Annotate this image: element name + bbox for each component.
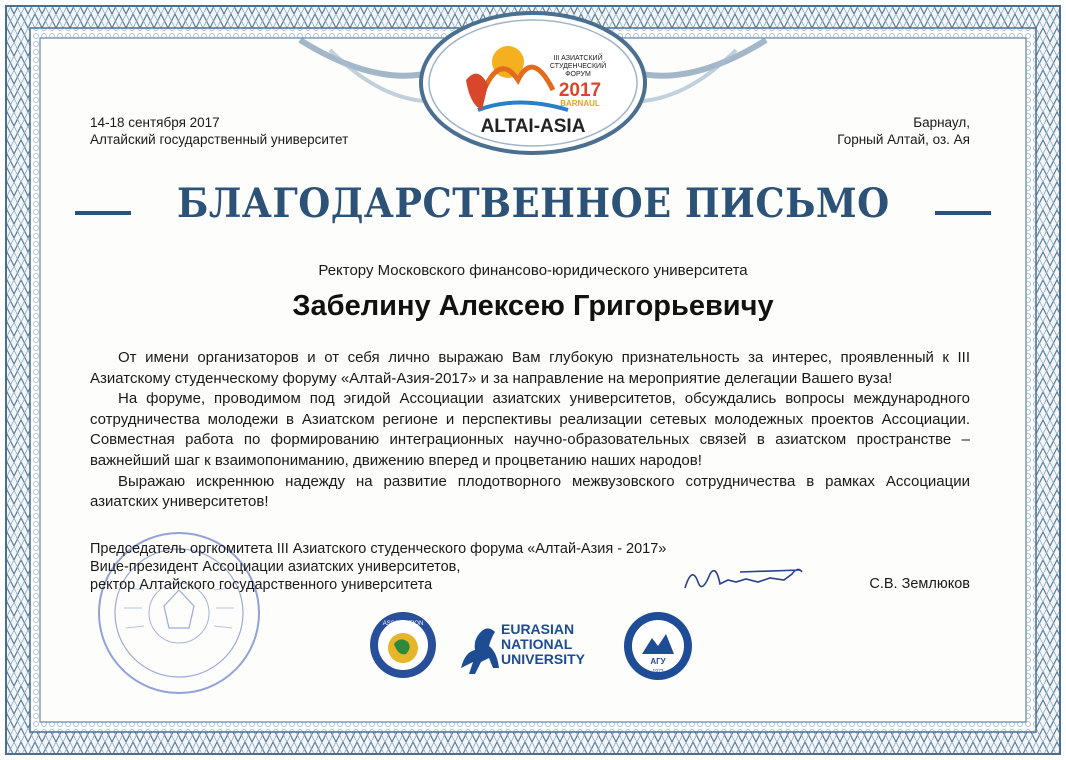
host-university: Алтайский государственный университет [90, 132, 349, 147]
signer-name: С.В. Землюков [869, 576, 970, 592]
title-block [0, 180, 1066, 227]
association-logo [368, 610, 438, 680]
event-place: Горный Алтай, оз. Ая [837, 132, 970, 147]
agu-logo-year: 1973 [652, 669, 664, 675]
document-title: БЛАГОДАРСТВЕННОЕ ПИСЬМО [176, 180, 890, 227]
agu-logo-text: АГУ [650, 657, 666, 666]
header-right [837, 114, 970, 148]
forum-logo-line3: ФОРУМ [565, 71, 591, 78]
forum-logo-city: BARNAUL [560, 99, 600, 108]
header-left [90, 114, 348, 148]
agu-logo [622, 610, 694, 682]
event-dates: 14-18 сентября 2017 [90, 115, 220, 130]
event-city: Барнаул, [913, 115, 970, 130]
signatory-role-2: Вице-президент Ассоциации азиатских университетов, [90, 559, 461, 575]
signatory-role-3: ректор Алтайского государственного университета [90, 577, 433, 593]
title-dash-left [75, 211, 131, 215]
forum-logo-line2: СТУДЕНЧЕСКИЙ [549, 63, 607, 70]
title-dash-right [935, 211, 991, 215]
eurasian-logo [455, 612, 615, 682]
association-logo-text: ASSOCIATION [382, 621, 424, 627]
horse-rider-icon [455, 616, 503, 678]
forum-logo-line1: III АЗИАТСКИЙ [553, 55, 603, 62]
eurasian-logo-line2: NATIONAL [501, 636, 573, 652]
forum-logo-year: 2017 [558, 80, 602, 101]
recipient-name: Забелину Алексею Григорьевичу [292, 290, 774, 322]
signature-block [90, 540, 666, 594]
paragraph-1: От имени организаторов и от себя лично выражаю Вам глубокую признательность за интерес, проявленный к III Азиатскому студенческому форуму «Алтай-Азия-2017» и за направление на мероприятие делегации Вашего вуза! [90, 349, 970, 387]
eurasian-logo-line1: EURASIAN [501, 621, 575, 637]
recipient-position: Ректору Московского финансово-юридического университета [318, 262, 748, 279]
eurasian-logo-line3: UNIVERSITY [501, 651, 586, 667]
letter-body [90, 348, 970, 513]
signatory-role-1: Председатель оргкомитета III Азиатского студенческого форума «Алтай-Азия - 2017» [90, 541, 667, 557]
paragraph-3: Выражаю искреннюю надежду на развитие плодотворного межвузовского сотрудничества в рамках Ассоциации азиатских университетов! [90, 472, 970, 511]
handwritten-signature [680, 560, 810, 600]
forum-logo-name: ALTAI-ASIA [480, 116, 586, 137]
forum-logo [418, 10, 648, 156]
paragraph-2: На форуме, проводимом под эгидой Ассоциации азиатских университетов, обсуждались вопросы международного сотрудничества молодежи в Азиатском регионе и перспективы реализации сетевых молодежных проектов Ассоциации. Совместная работа по формированию интеграционных научно-образовательных связей в азиатском пространстве – важнейший шаг к взаимопониманию, движению вперед и процветанию наших народов! [90, 390, 970, 469]
